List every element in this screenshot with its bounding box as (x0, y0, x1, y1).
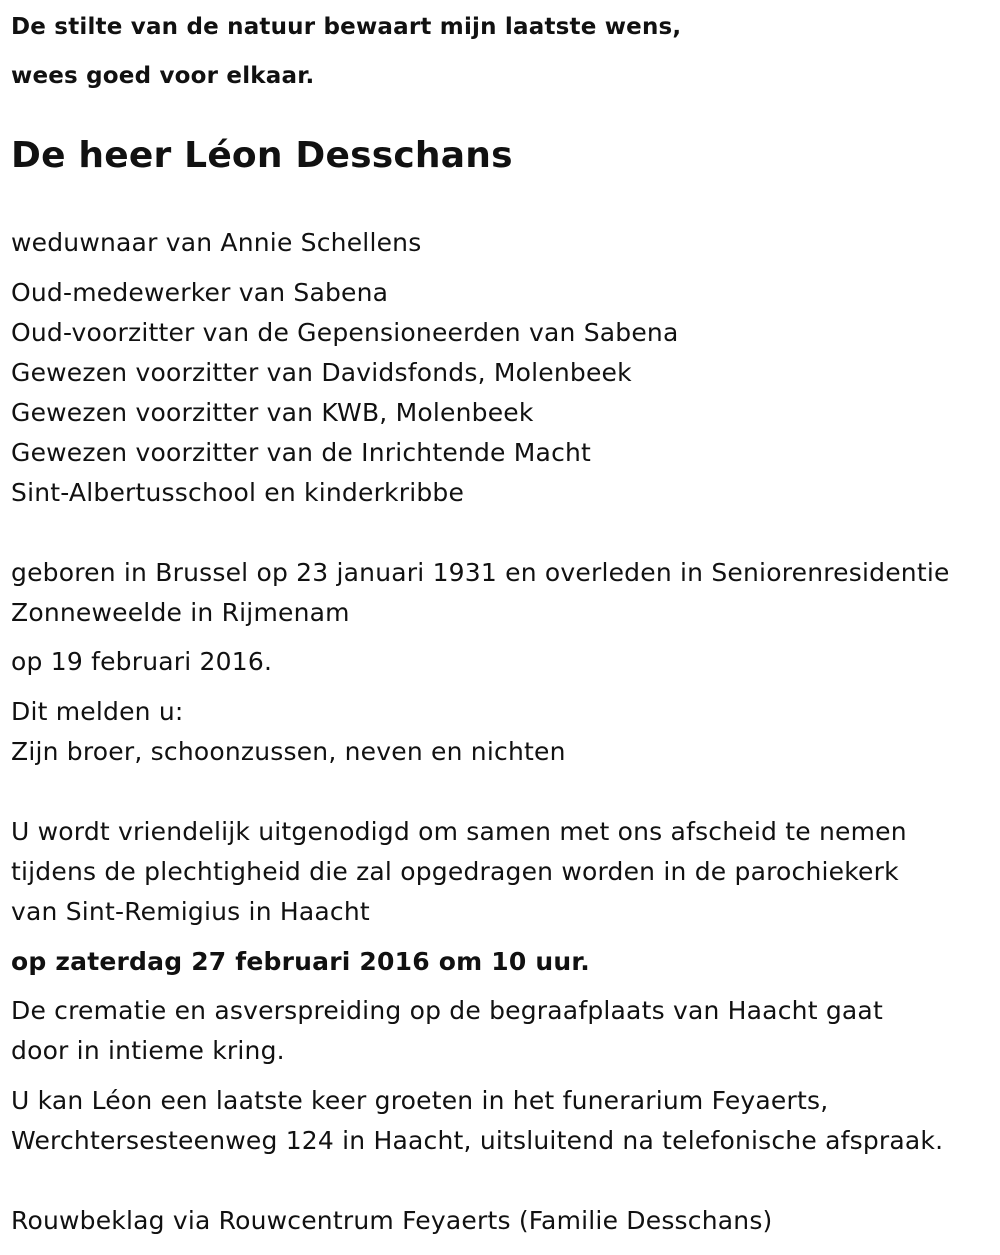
birth-death-line-2: Zonneweelde in Rijmenam (11, 598, 350, 627)
deceased-name: De heer Léon Desschans (11, 135, 513, 176)
function-item: Gewezen voorzitter van Davidsfonds, Molenbeek (11, 358, 632, 387)
visit-line-1: U kan Léon een laatste keer groeten in het funerarium Feyaerts, (11, 1086, 829, 1115)
death-date: op 19 februari 2016. (11, 647, 273, 676)
announcers-intro: Dit melden u: (11, 697, 184, 726)
motto-line-1: De stilte van de natuur bewaart mijn laatste wens, (11, 14, 682, 40)
announcers-names: Zijn broer, schoonzussen, neven en nichten (11, 737, 566, 766)
function-item: Gewezen voorzitter van de Inrichtende Macht (11, 438, 592, 467)
invitation-line-1: U wordt vriendelijk uitgenodigd om samen met ons afscheid te nemen (11, 817, 907, 846)
function-item: Oud-medewerker van Sabena (11, 278, 389, 307)
motto-line-2: wees goed voor elkaar. (11, 63, 315, 89)
cremation-line-1: De crematie en asverspreiding op de begraafplaats van Haacht gaat (11, 996, 883, 1025)
function-item: Sint-Albertusschool en kinderkribbe (11, 478, 465, 507)
invitation-line-2: tijdens de plechtigheid die zal opgedragen worden in de parochiekerk (11, 857, 899, 886)
birth-death-line-1: geboren in Brussel op 23 januari 1931 en overleden in Seniorenresidentie (11, 558, 950, 587)
function-item: Oud-voorzitter van de Gepensioneerden van Sabena (11, 318, 679, 347)
ceremony-date: op zaterdag 27 februari 2016 om 10 uur. (11, 947, 590, 976)
invitation-line-3: van Sint-Remigius in Haacht (11, 897, 370, 926)
visit-line-2: Werchtersesteenweg 124 in Haacht, uitsluitend na telefonische afspraak. (11, 1126, 944, 1155)
function-item: Gewezen voorzitter van KWB, Molenbeek (11, 398, 534, 427)
spouse-line: weduwnaar van Annie Schellens (11, 228, 422, 257)
condolences-line: Rouwbeklag via Rouwcentrum Feyaerts (Familie Desschans) (11, 1206, 773, 1235)
cremation-line-2: door in intieme kring. (11, 1036, 285, 1065)
